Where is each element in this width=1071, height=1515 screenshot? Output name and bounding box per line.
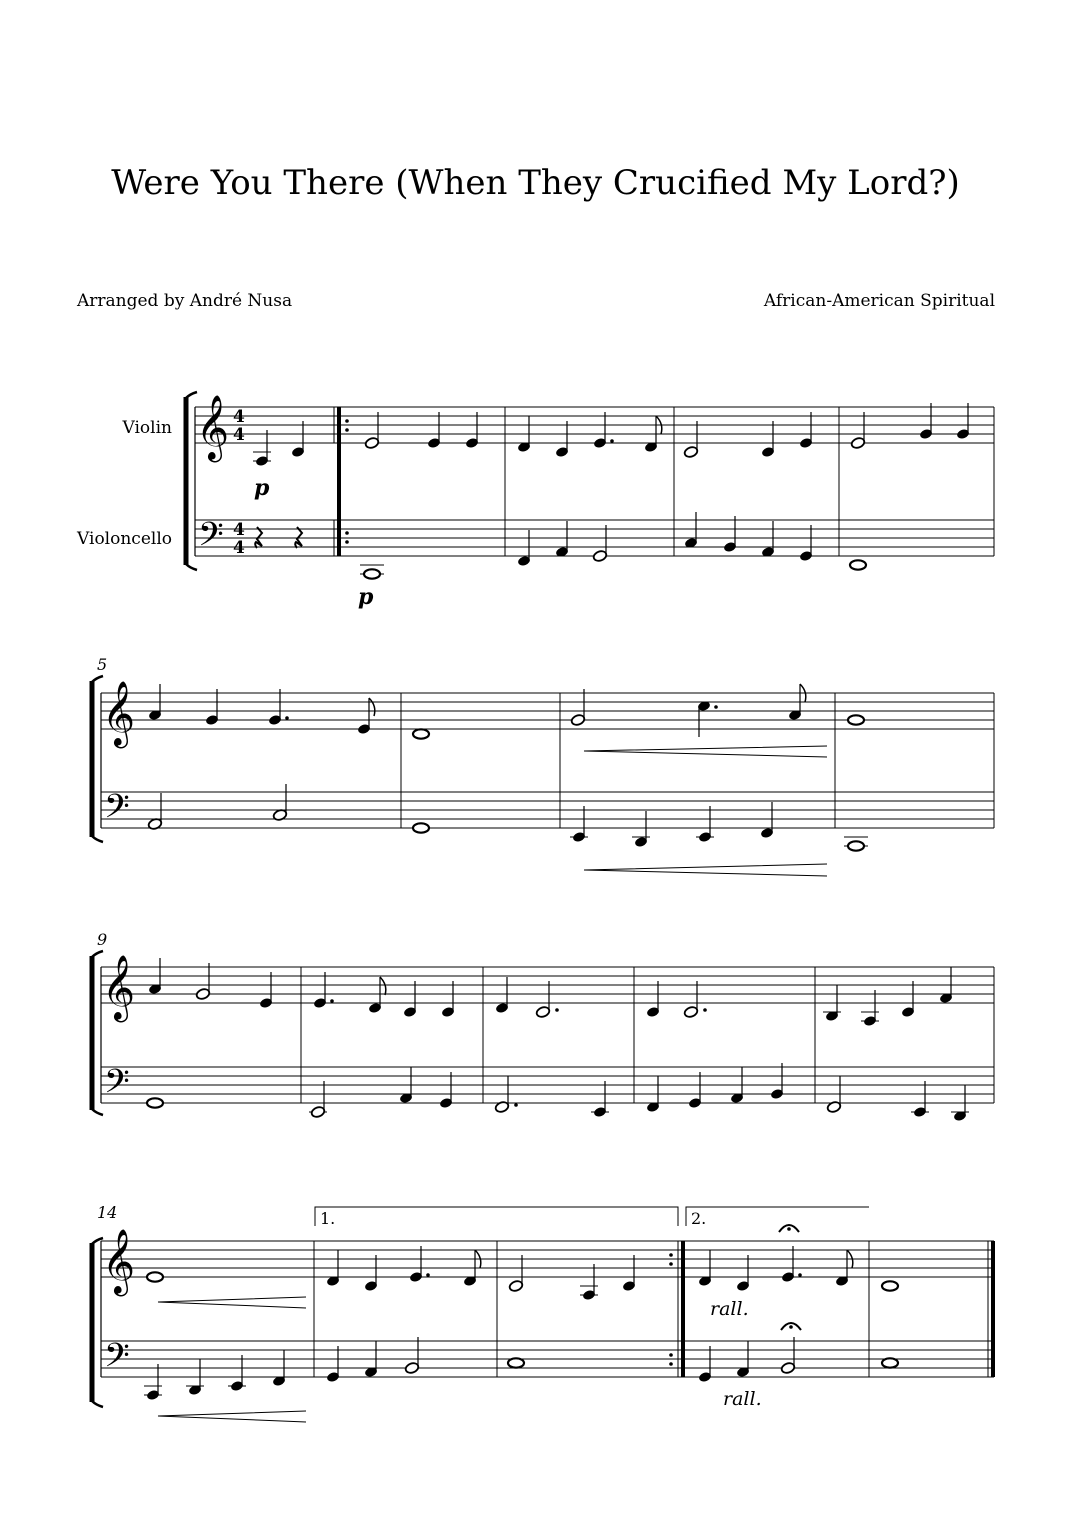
violin-staff bbox=[101, 967, 994, 1003]
treble-clef-icon: 𝄞 bbox=[102, 955, 136, 1020]
cello-notes-m10 bbox=[309, 1067, 453, 1118]
decrescendo-hairpin bbox=[158, 1297, 306, 1308]
barlines bbox=[301, 967, 994, 1103]
dynamic-piano: p bbox=[358, 584, 374, 610]
rall-marking: rall. bbox=[723, 1388, 762, 1410]
violin-notes-m4 bbox=[850, 403, 970, 449]
svg-text:1.: 1. bbox=[320, 1209, 336, 1228]
cello-notes-m14 bbox=[144, 1350, 286, 1401]
system-1 bbox=[76, 392, 994, 610]
cello-notes-m6 bbox=[413, 823, 429, 832]
violin-label: Violin bbox=[122, 418, 172, 438]
system-2 bbox=[92, 655, 994, 876]
arranger-credit: Arranged by André Nusa bbox=[77, 291, 293, 311]
final-barline bbox=[988, 1241, 993, 1377]
violin-notes-m10 bbox=[313, 972, 455, 1018]
violin-staff bbox=[195, 407, 994, 443]
cello-notes-m9 bbox=[147, 1098, 163, 1107]
time-signature bbox=[233, 407, 245, 558]
measure-number: 5 bbox=[97, 655, 108, 674]
system-4 bbox=[92, 1203, 994, 1422]
system-3 bbox=[92, 930, 994, 1122]
violin-notes-m3 bbox=[683, 412, 813, 458]
treble-clef-icon: 𝄞 bbox=[102, 1229, 136, 1294]
score-title: Were You There (When They Crucified My Lord?) bbox=[111, 163, 960, 203]
cello-notes-m7 bbox=[570, 802, 774, 848]
violin-notes-m17 bbox=[698, 1246, 853, 1292]
treble-clef-icon: 𝄞 bbox=[196, 395, 230, 460]
cello-staff bbox=[101, 792, 994, 828]
crescendo-hairpin bbox=[584, 746, 827, 757]
repeat-start-barline bbox=[334, 407, 349, 556]
treble-clef-icon: 𝄞 bbox=[102, 681, 136, 746]
cello-notes-m13 bbox=[826, 1076, 969, 1122]
bass-clef-icon: 𝄢 bbox=[198, 516, 224, 562]
barlines bbox=[314, 1241, 869, 1377]
barlines bbox=[401, 693, 994, 828]
cello-staff bbox=[101, 1341, 994, 1377]
fermata-icon bbox=[781, 1323, 801, 1330]
cello-notes-m1 bbox=[360, 565, 384, 579]
cello-notes-m8 bbox=[844, 837, 868, 851]
violin-notes-m12 bbox=[646, 981, 707, 1018]
violin-notes-m11 bbox=[495, 977, 559, 1018]
violin-notes-m6 bbox=[413, 729, 429, 738]
violin-notes-m16 bbox=[508, 1255, 636, 1301]
violin-notes-m2 bbox=[517, 412, 662, 458]
svg-text:4: 4 bbox=[233, 425, 245, 445]
violin-notes-m18 bbox=[882, 1281, 898, 1290]
violin-staff bbox=[101, 1241, 994, 1277]
violin-notes-m8 bbox=[848, 715, 864, 724]
cello-notes-m18 bbox=[882, 1358, 898, 1367]
bass-clef-icon: 𝄢 bbox=[104, 1063, 130, 1109]
svg-text:4: 4 bbox=[233, 520, 245, 540]
dynamic-piano: p bbox=[254, 475, 270, 501]
rall-marking: rall. bbox=[710, 1298, 749, 1320]
cello-notes-m15 bbox=[326, 1337, 420, 1383]
decrescendo-hairpin bbox=[158, 1411, 306, 1422]
violin-notes-m15 bbox=[326, 1246, 481, 1292]
composer-credit: African-American Spiritual bbox=[763, 291, 995, 311]
cello-label: Violoncello bbox=[77, 529, 172, 549]
cello-notes-m16 bbox=[508, 1358, 524, 1367]
cello-notes-m2 bbox=[517, 521, 608, 567]
cello-notes-m17 bbox=[698, 1337, 796, 1383]
crescendo-hairpin bbox=[584, 864, 827, 876]
cello-notes-m11 bbox=[494, 1076, 609, 1118]
svg-text:4: 4 bbox=[233, 407, 245, 427]
volta-2 bbox=[686, 1207, 869, 1228]
violin-notes-m9 bbox=[148, 958, 273, 1009]
barlines bbox=[505, 407, 994, 556]
cello-staff bbox=[101, 1067, 994, 1103]
violin-notes-m1 bbox=[364, 412, 479, 449]
violin-notes-m14 bbox=[147, 1272, 163, 1281]
volta-1 bbox=[315, 1207, 678, 1228]
bass-clef-icon: 𝄢 bbox=[104, 1337, 130, 1383]
violin-notes-m5 bbox=[148, 684, 375, 735]
violin-pickup-notes bbox=[253, 421, 305, 467]
cello-notes-m5 bbox=[147, 784, 287, 830]
svg-text:2.: 2. bbox=[691, 1209, 707, 1228]
measure-number: 14 bbox=[97, 1203, 118, 1222]
svg-text:4: 4 bbox=[233, 538, 245, 558]
cello-staff bbox=[195, 520, 994, 556]
repeat-end-barline bbox=[669, 1241, 683, 1377]
bass-clef-icon: 𝄢 bbox=[104, 788, 130, 834]
cello-notes-m4 bbox=[850, 560, 866, 569]
cello-notes-m12 bbox=[646, 1063, 784, 1113]
measure-number: 9 bbox=[97, 930, 108, 949]
fermata-icon bbox=[779, 1225, 799, 1232]
